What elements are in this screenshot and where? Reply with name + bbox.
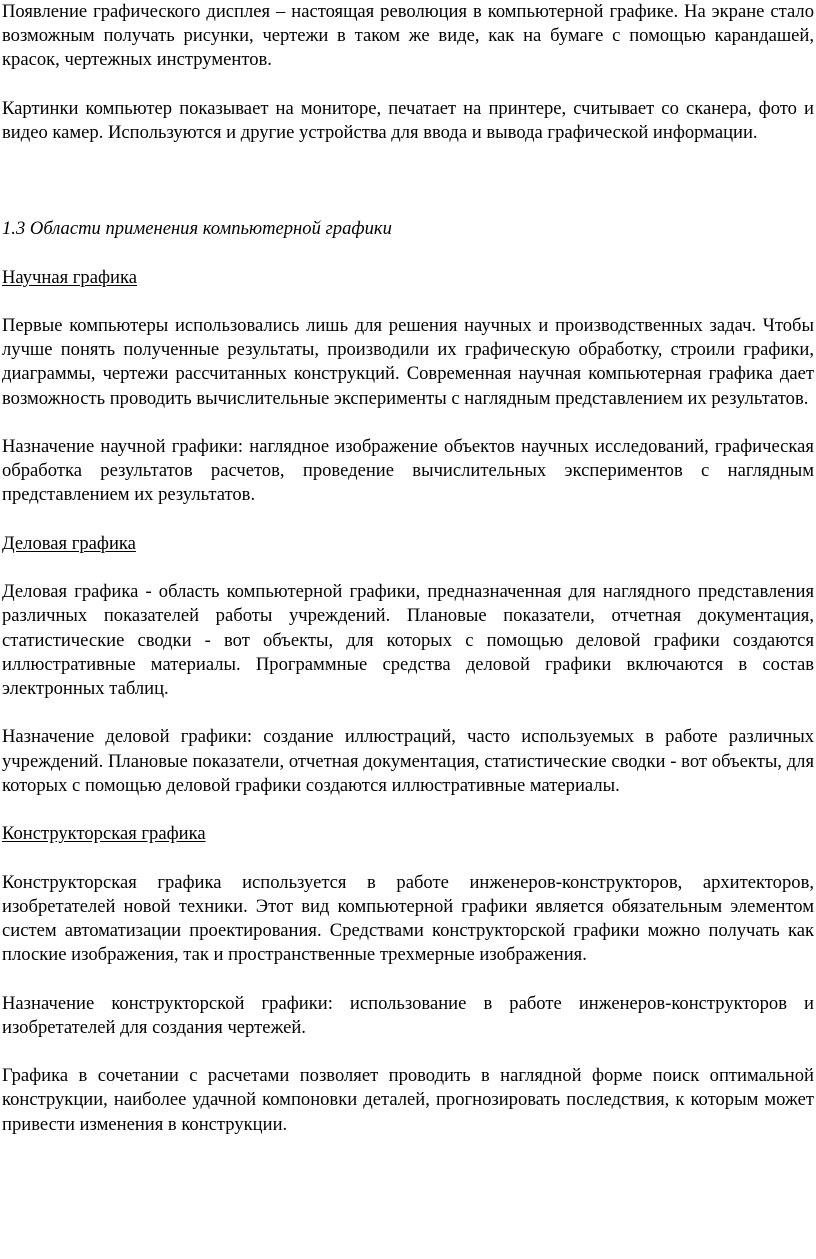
intro-paragraph-1: Появление графического дисплея – настоящая революция в компьютерной графике. На экране стало возможным получать рисунки, чертежи в таком же виде, как на бумаге с помощью карандашей, красок, чертежных инструментов. — [2, 1, 814, 71]
spacer — [2, 701, 814, 725]
document-page — [2, 0, 814, 1137]
intro-paragraph-2: Картинки компьютер показывает на мониторе, печатает на принтере, считывает со сканера, фото и видео камер. Используются и другие устройства для ввода и вывода графической информации. — [2, 97, 814, 143]
spacer — [2, 1040, 814, 1064]
spacer — [2, 967, 814, 991]
scientific-heading: Научная графика — [2, 266, 137, 288]
engineering-heading: Конструкторская графика — [2, 823, 206, 845]
scientific-paragraph-2: Назначение научной графики: наглядное изображение объектов научных исследований, графическая обработка результатов расчетов, проведение вычислительных экспериментов с наглядным представлением их результатов. — [2, 435, 814, 506]
engineering-paragraph-3: Графика в сочетании с расчетами позволяет проводить в наглядной форме поиск оптимальной конструкции, наиболее удачной компоновки деталей, прогнозировать последствия, к которым может привести изменения в конструкции. — [2, 1065, 814, 1135]
spacer — [2, 846, 814, 870]
business-paragraph-1: Деловая графика - область компьютерной графики, предназначенная для наглядного представления различных показателей работы учреждений. Плановые показатели, отчетная документация, статистические сводки - вот объекты, для которых с помощью деловой графики создаются иллюстративные материалы. Программные средства деловой графики включаются в состав электронных таблиц. — [2, 581, 814, 699]
business-heading: Деловая графика — [2, 532, 136, 554]
engineering-paragraph-2: Назначение конструкторской графики: использование в работе инженеров-конструкторов и изобретателей для создания чертежей. — [2, 992, 814, 1038]
spacer — [2, 556, 814, 580]
spacer — [2, 73, 814, 97]
spacer — [2, 290, 814, 314]
engineering-paragraph-1: Конструкторская графика используется в работе инженеров-конструкторов, архитекторов, изобретателей новой техники. Этот вид компьютерной графики является обязательным элементом систем автоматизации проектирования. Средствами конструкторской графики можно получать как плоские изображения, так и пространственные трехмерные изображения. — [2, 871, 814, 966]
spacer — [2, 145, 814, 217]
spacer — [2, 798, 814, 822]
section-title: 1.3 Области применения компьютерной графики — [2, 218, 392, 240]
business-paragraph-2: Назначение деловой графики: создание иллюстраций, часто используемых в работе различных учреждений. Плановые показатели, отчетная документация, статистические сводки - вот объекты, для которых с помощью деловой графики создаются иллюстративные материалы. — [2, 726, 814, 796]
scientific-paragraph-1: Первые компьютеры использовались лишь для решения научных и производственных задач. Чтобы лучше понять полученные результаты, производили их графическую обработку, строили графики, диаграммы, чертежи рассчитанных конструкций. Современная научная компьютерная графика дает возможность проводить вычислительные эксперименты с наглядным представлением их результатов. — [2, 314, 814, 409]
spacer — [2, 508, 814, 532]
spacer — [2, 411, 814, 435]
spacer — [2, 241, 814, 265]
